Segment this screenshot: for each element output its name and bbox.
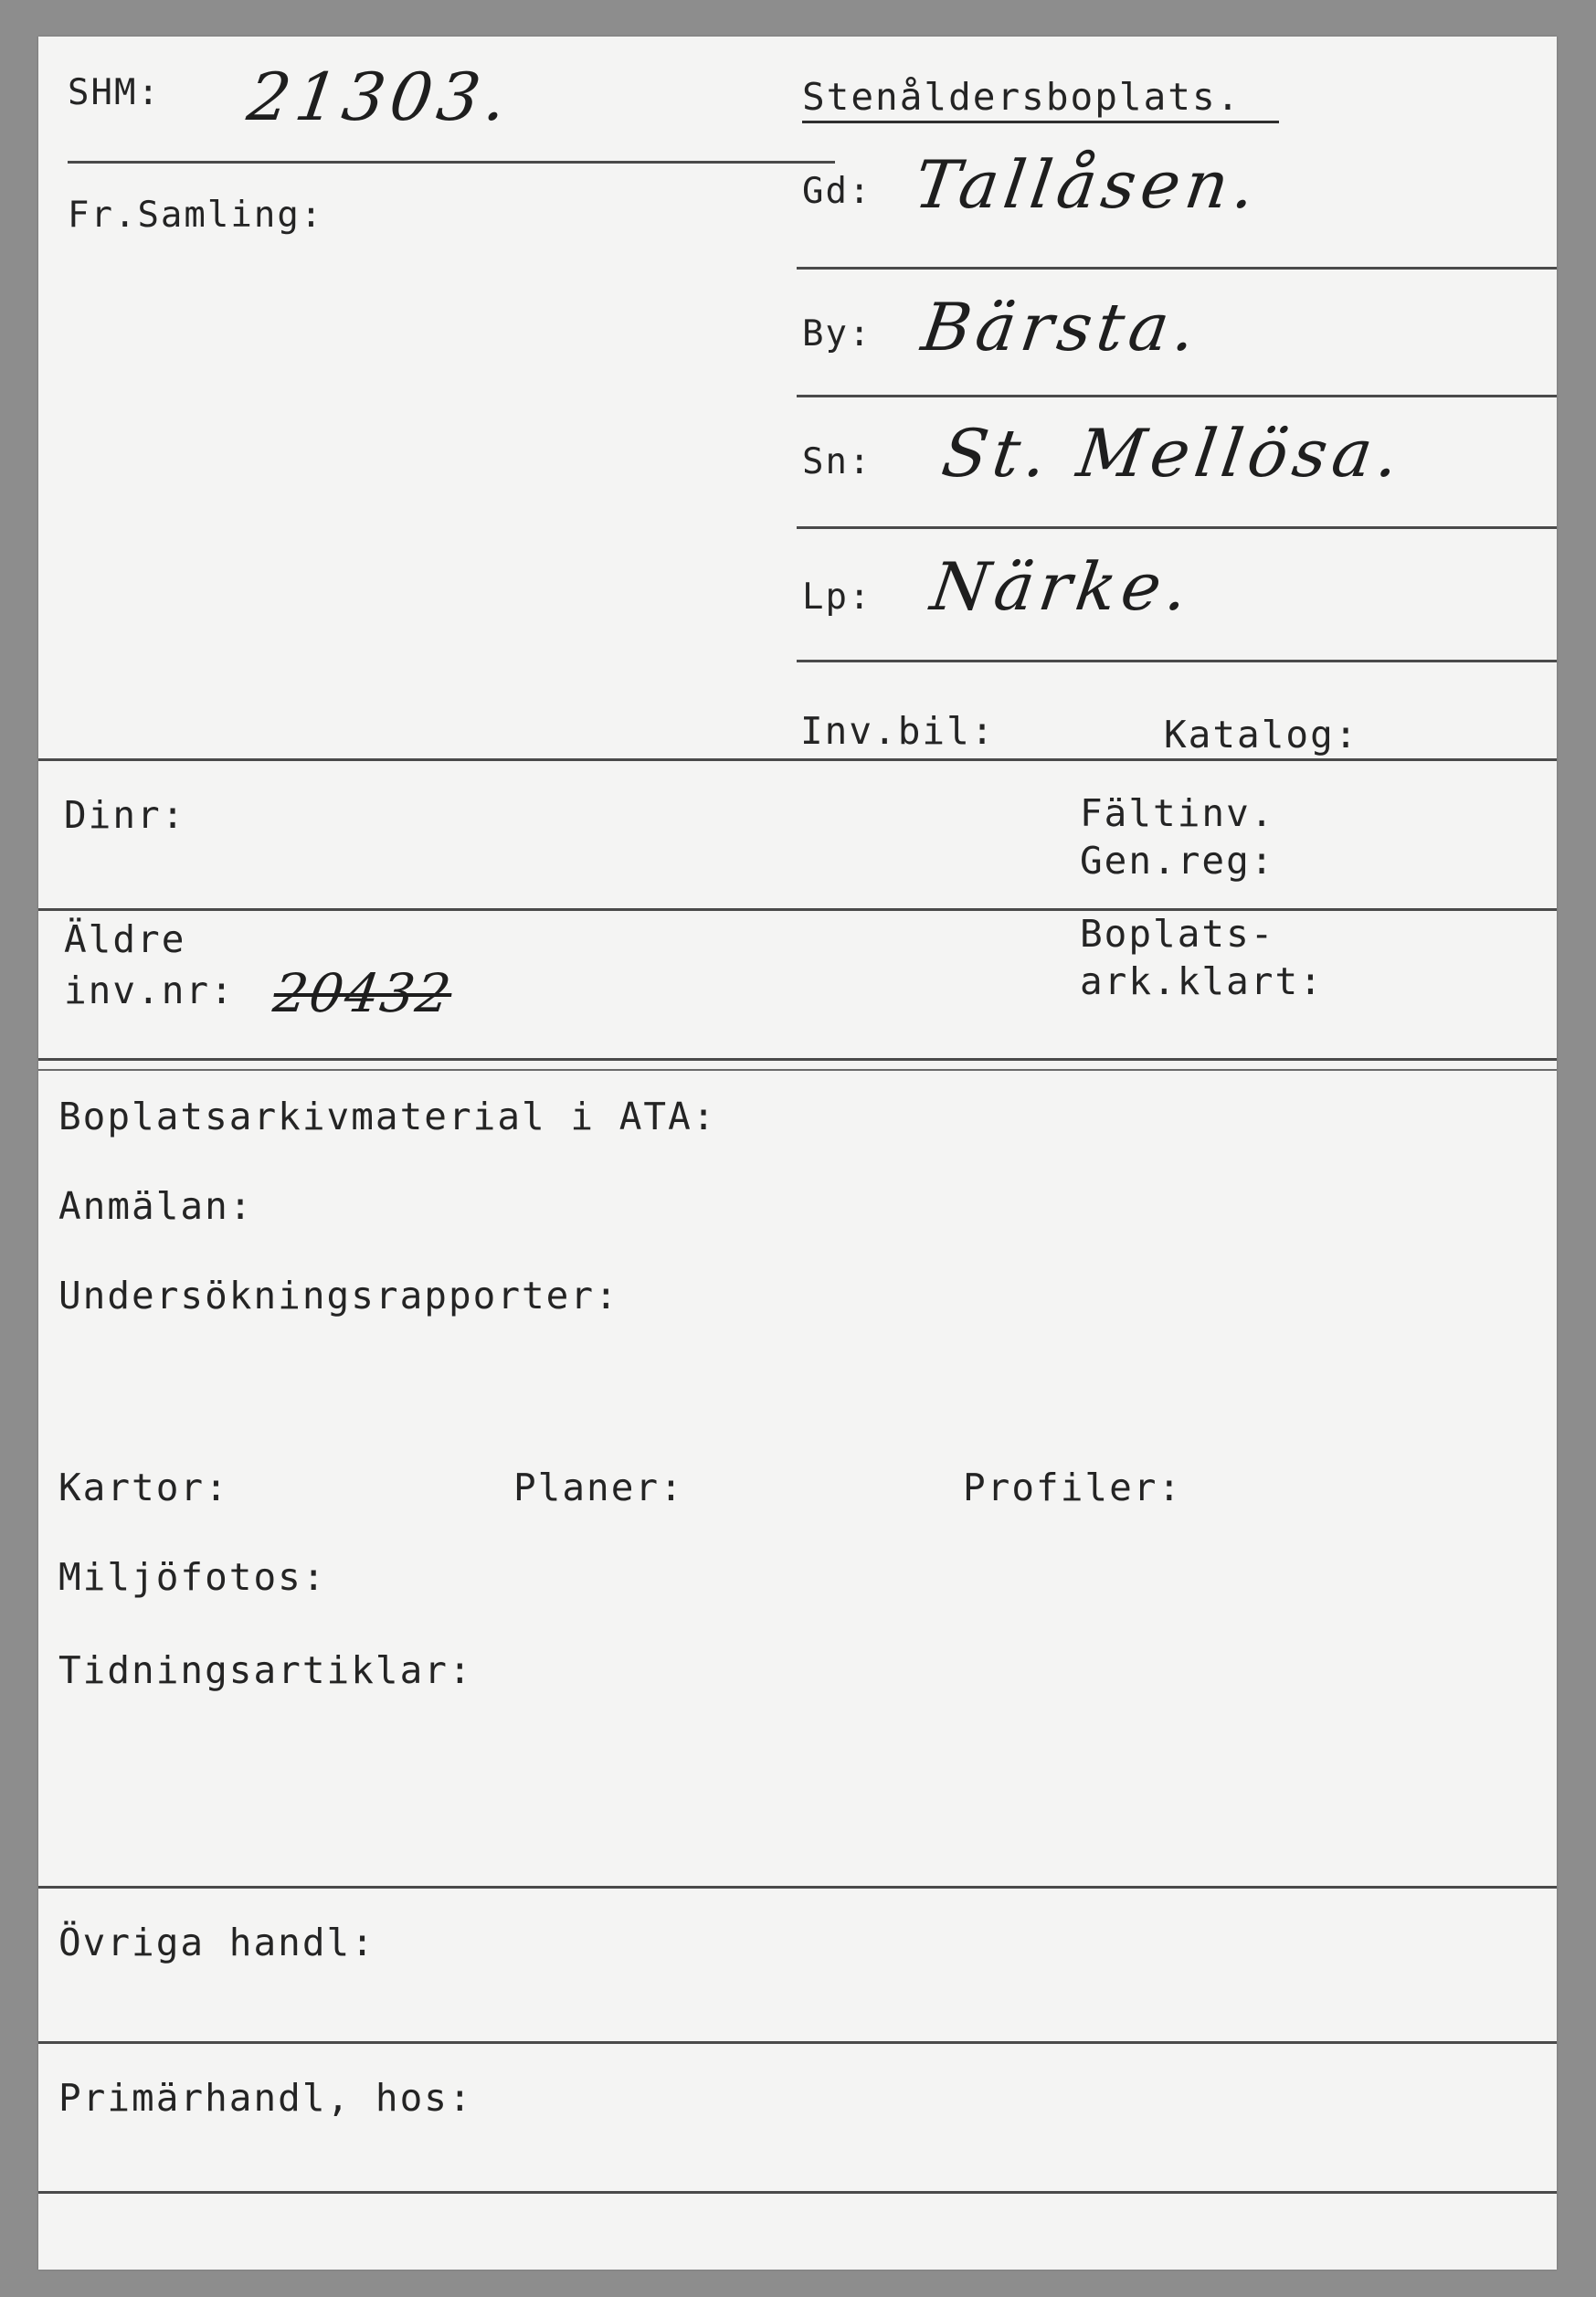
gd-divider [797, 267, 1557, 270]
lp-divider [797, 660, 1557, 662]
tidning-divider [38, 1886, 1557, 1889]
by-label: By: [802, 313, 872, 355]
ovriga-label: Övriga handl: [58, 1921, 375, 1964]
by-value: Bärsta. [917, 289, 1206, 365]
inv-bil-label: Inv.bil: [800, 709, 996, 753]
shm-value: 21303. [243, 58, 517, 135]
shm-divider [68, 161, 835, 164]
aldre-label: Äldre [64, 917, 186, 961]
shm-label: SHM: [68, 72, 161, 113]
section-divider-top [38, 1058, 1557, 1061]
boplats-label: Boplats- [1080, 912, 1275, 956]
category-label: Stenåldersboplats. [802, 75, 1242, 119]
sn-divider [797, 526, 1557, 529]
boplatsarkiv-label: Boplatsarkivmaterial i ATA: [58, 1095, 717, 1138]
sn-value: St. Mellösa. [937, 415, 1410, 492]
inv-nr-value: 20432 [270, 962, 457, 1024]
lp-value: Närke. [926, 548, 1199, 625]
ovriga-divider [38, 2041, 1557, 2044]
miljofotos-label: Miljöfotos: [58, 1555, 327, 1599]
planer-label: Planer: [513, 1466, 684, 1509]
by-divider [797, 395, 1557, 397]
sn-label: Sn: [802, 441, 872, 482]
faltinv-label: Fältinv. [1080, 791, 1275, 835]
top-block-divider [38, 758, 1557, 761]
gd-value: Tallåsen. [910, 146, 1266, 223]
archive-card [38, 37, 1557, 2270]
section-divider-bottom [38, 1069, 1557, 1071]
dinr-label: Dinr: [64, 793, 186, 837]
lp-label: Lp: [802, 577, 872, 618]
katalog-label: Katalog: [1164, 713, 1359, 757]
inv-nr-label: inv.nr: [64, 969, 235, 1012]
primar-divider [38, 2191, 1557, 2194]
kartor-label: Kartor: [58, 1466, 229, 1509]
gen-reg-label: Gen.reg: [1080, 839, 1275, 883]
fr-samling-label: Fr.Samling: [68, 195, 324, 236]
anmalan-label: Anmälan: [58, 1184, 254, 1228]
dinr-divider [38, 908, 1557, 911]
undersokning-label: Undersökningsrapporter: [58, 1274, 619, 1318]
gd-label: Gd: [802, 171, 872, 212]
profiler-label: Profiler: [963, 1466, 1183, 1509]
tidning-label: Tidningsartiklar: [58, 1648, 473, 1692]
primar-label: Primärhandl, hos: [58, 2076, 473, 2120]
category-underline [802, 121, 1279, 123]
ark-klart-label: ark.klart: [1080, 959, 1324, 1003]
